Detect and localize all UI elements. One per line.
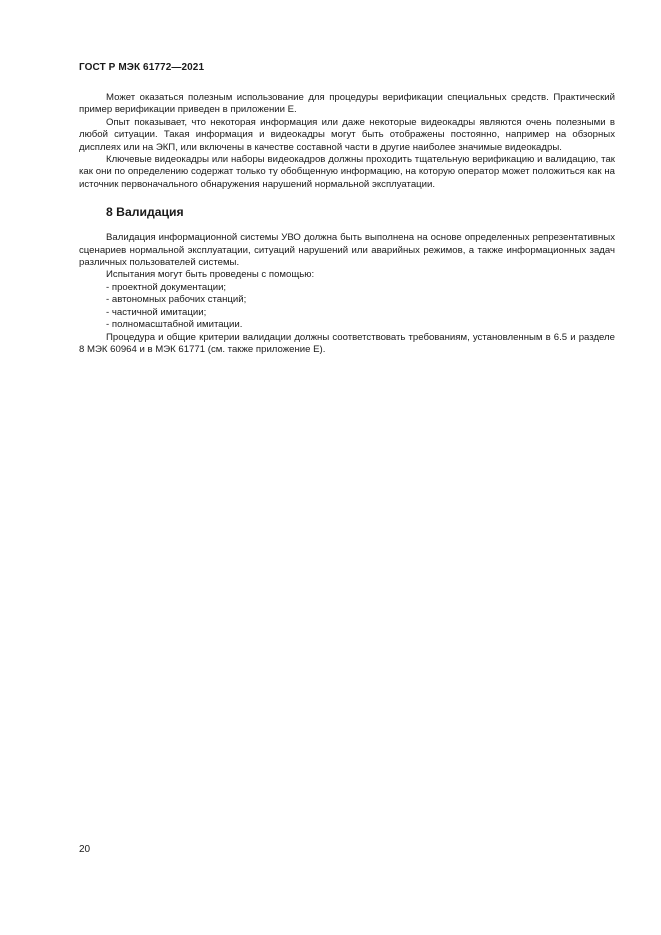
list-item: - проектной документации; <box>79 282 615 294</box>
list-item: - частичной имитации; <box>79 307 615 319</box>
page-body <box>79 92 615 356</box>
section-heading: 8 Валидация <box>106 205 184 220</box>
list-item: - автономных рабочих станций; <box>79 294 615 306</box>
section-intro: Валидация информационной системы УВО должна быть выполнена на основе определенных репрезентативных сценариев нормальной эксплуатации, ситуаций нарушений или аварийных режимов, а также информационных задач различных пользователей системы. <box>79 232 615 269</box>
paragraph-1: Может оказаться полезным использование для процедуры верификации специальных средств. Практический пример верификации приведен в приложении Е. <box>79 92 615 116</box>
paragraph-2: Опыт показывает, что некоторая информация или даже некоторые видеокадры являются очень полезными в любой ситуации. Такая информация и видеокадры могут быть отображены постоянно, например на обзорных дисплеях или на ЭКП, или включены в качестве составной части в другие наиболее значимые видеокадры. <box>79 116 615 153</box>
closing-paragraph: Процедура и общие критерии валидации должны соответствовать требованиям, установленным в 6.5 и разделе 8 МЭК 60964 и в МЭК 61771 (см. также приложение Е). <box>79 331 615 355</box>
list-item: - полномасштабной имитации. <box>79 319 615 331</box>
methods-list <box>79 282 615 332</box>
page-number: 20 <box>79 844 91 855</box>
paragraph-3: Ключевые видеокадры или наборы видеокадров должны проходить тщательную верификацию и валидацию, так как они по определению содержат только ту обобщенную информацию, на которую оператор может положиться как на источник первоначального обнаружения нарушений нормальной эксплуатации. <box>79 154 615 190</box>
list-lead: Испытания могут быть проведены с помощью: <box>106 269 315 281</box>
document-header: ГОСТ Р МЭК 61772—2021 <box>79 62 205 73</box>
